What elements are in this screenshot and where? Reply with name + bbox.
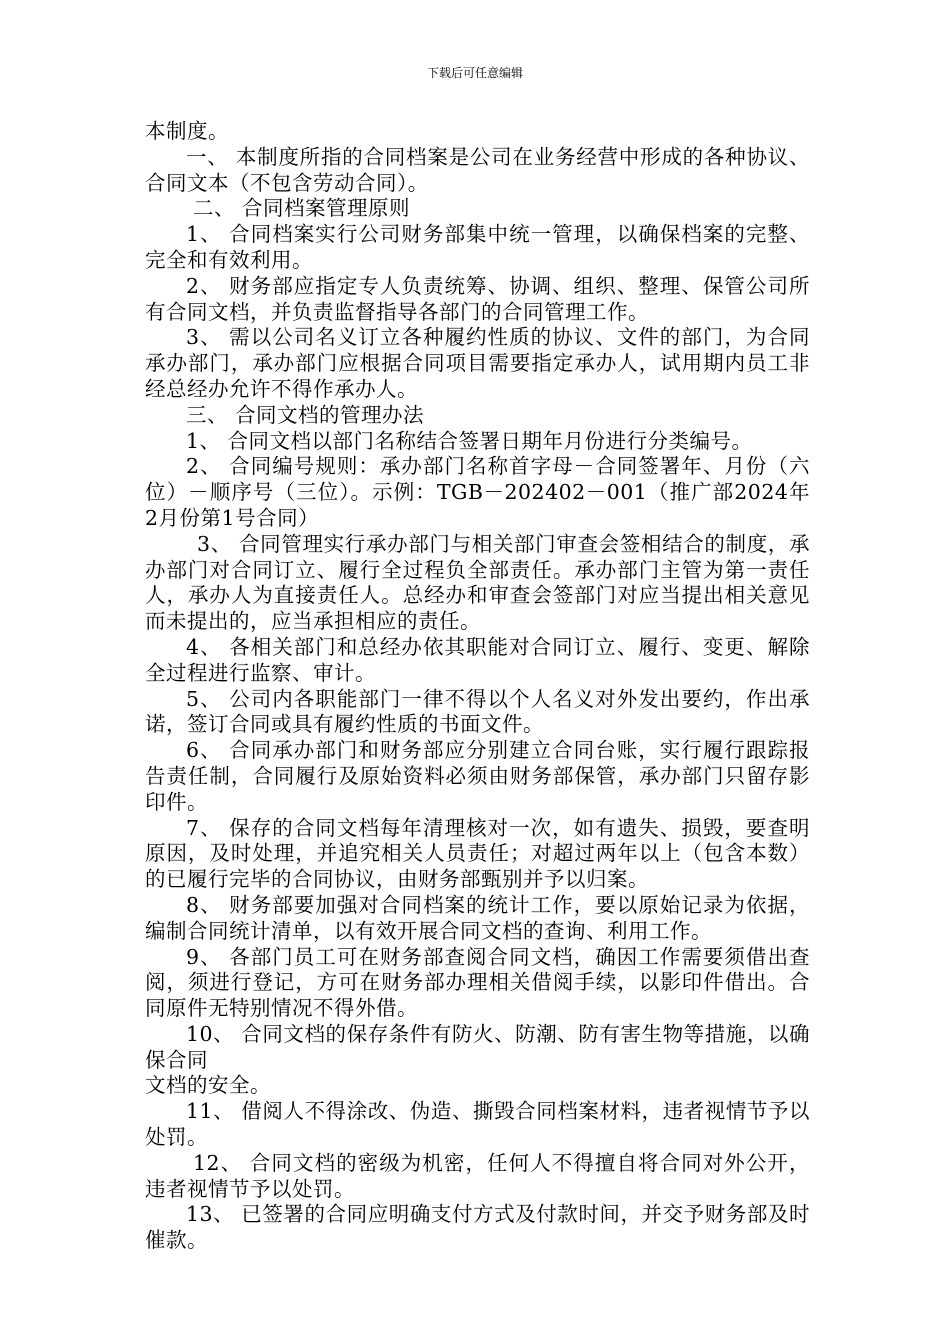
clause-3-11: 11、 借阅人不得涂改、伪造、撕毁合同档案材料，违者视情节予以处罚。 <box>145 1099 810 1150</box>
clause-3-9: 9、 各部门员工可在财务部查阅合同文档，确因工作需要须借出查阅，须进行登记，方可在财务部办理相关借阅手续，以影印件借出。合同原件无特别情况不得外借。 <box>145 944 810 1021</box>
clause-3-2: 2、 合同编号规则：承办部门名称首字母－合同签署年、月份（六位）－顺序号（三位）。示例：TGB－202402－001（推广部2024年2月份第1号合同） <box>145 454 810 530</box>
document-body <box>145 119 810 1254</box>
clause-3-1: 1、 合同文档以部门名称结合签署日期年月份进行分类编号。 <box>186 428 753 453</box>
clause-3-5: 5、 公司内各职能部门一律不得以个人名义对外发出要约，作出承诺，签订合同或具有履约性质的书面文件。 <box>145 686 810 737</box>
clause-3-10: 10、 合同文档的保存条件有防火、防潮、防有害生物等措施，以确保合同 <box>145 1021 810 1072</box>
clause-3-4: 4、 各相关部门和总经办依其职能对合同订立、履行、变更、解除全过程进行监察、审计。 <box>145 634 810 685</box>
clause-3-3: 3、 合同管理实行承办部门与相关部门审查会签相结合的制度，承办部门对合同订立、履行全过程负全部责任。承办部门主管为第一责任人，承办人为直接责任人。总经办和审查会签部门对应当提出相关意见而未提出的，应当承担相应的责任。 <box>145 531 810 634</box>
paragraph-intro-tail: 本制度。 <box>145 119 229 143</box>
clause-3-10-continued: 文档的安全。 <box>145 1073 271 1098</box>
clause-3-12: 12、 合同文档的密级为机密，任何人不得擅自将合同对外公开，违者视情节予以处罚。 <box>145 1150 810 1201</box>
page-header-note: 下载后可任意编辑 <box>426 66 523 80</box>
clause-2-1: 1、 合同档案实行公司财务部集中统一管理，以确保档案的完整、完全和有效利用。 <box>145 222 810 272</box>
clause-2-3: 3、 需以公司名义订立各种履约性质的协议、文件的部门，为合同承办部门，承办部门应根据合同项目需要指定承办人，试用期内员工非经总经办允许不得作承办人。 <box>145 325 810 401</box>
clause-3-6: 6、 合同承办部门和财务部应分别建立合同台账，实行履行跟踪报告责任制，合同履行及原始资料必须由财务部保管，承办部门只留存影印件。 <box>145 738 810 814</box>
section-one: 一、 本制度所指的合同档案是公司在业务经营中形成的各种协议、合同文本（不包含劳动合同）。 <box>145 144 810 195</box>
section-two-heading: 二、 合同档案管理原则 <box>193 196 411 221</box>
clause-3-8: 8、 财务部要加强对合同档案的统计工作，要以原始记录为依据，编制合同统计清单，以有效开展合同文档的查询、利用工作。 <box>145 892 810 943</box>
section-three-heading: 三、 合同文档的管理办法 <box>186 402 425 427</box>
clause-2-2: 2、 财务部应指定专人负责统筹、协调、组织、整理、保管公司所有合同文档，并负责监督指导各部门的合同管理工作。 <box>145 273 810 324</box>
clause-3-13: 13、 已签署的合同应明确支付方式及付款时间，并交予财务部及时催款。 <box>145 1202 810 1253</box>
clause-3-7: 7、 保存的合同文档每年清理核对一次，如有遗失、损毁，要查明原因，及时处理，并追究相关人员责任；对超过两年以上（包含本数）的已履行完毕的合同协议，由财务部甄别并予以归案。 <box>145 815 810 892</box>
